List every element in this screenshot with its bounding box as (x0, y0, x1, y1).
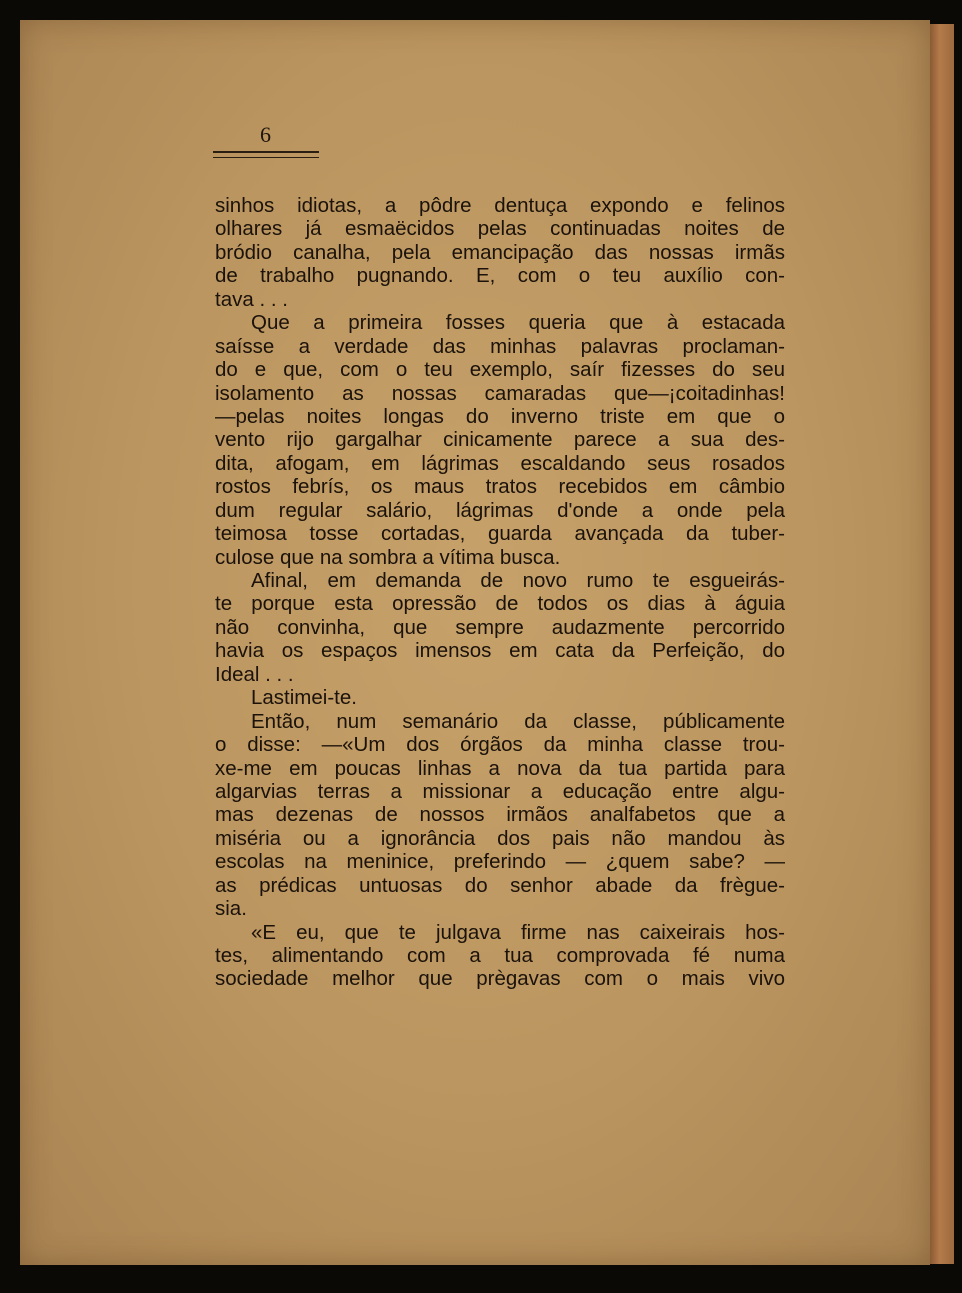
text-line: escolas na meninice, preferindo — ¿quem sabe? — (215, 850, 785, 874)
text-line: Lastimei-te. (251, 686, 357, 710)
page-number: 6 (260, 122, 271, 147)
text-line: saísse a verdade das minhas palavras proclaman- (215, 334, 785, 358)
text-line: miséria ou a ignorância dos pais não mandou às (215, 826, 785, 850)
text-line: mas dezenas de nossos irmãos analfabetos que a (215, 803, 785, 827)
text-line: Afinal, em demanda de novo rumo te esgueirás- (251, 569, 785, 592)
text-line: olhares já esmaëcidos pelas continuadas noites de (215, 217, 785, 241)
text-line: dita, afogam, em lágrimas escaldando seus rosados (215, 451, 785, 475)
text-line: sia. (215, 897, 247, 921)
text-line: «E eu, que te julgava firme nas caixeirais hos- (251, 920, 785, 944)
body-text (215, 194, 785, 991)
text-line: sociedade melhor que prègavas com o mais vivo (215, 967, 785, 991)
text-line: do e que, com o teu exemplo, saír fizesses do seu (215, 358, 785, 382)
text-line: o disse: —«Um dos órgãos da minha classe trou- (215, 733, 785, 757)
text-line: dum regular salário, lágrimas d'onde a onde pela (215, 498, 785, 522)
text-line: de trabalho pugnando. E, com o teu auxílio con- (215, 264, 785, 288)
text-line: teimosa tosse cortadas, guarda avançada da tuber- (215, 522, 785, 546)
text-line: tes, alimentando com a tua comprovada fé numa (215, 944, 785, 967)
text-line: tava . . . (215, 287, 288, 311)
text-line: havia os espaços imensos em cata da Perfeição, do (215, 639, 785, 663)
header-rule (213, 151, 319, 158)
text-line: vento rijo gargalhar cinicamente parece a sua des- (215, 428, 785, 452)
text-line: xe-me em poucas linhas a nova da tua partida para (215, 756, 785, 780)
text-line: —pelas noites longas do inverno triste em que o (215, 404, 785, 428)
text-line: isolamento as nossas camaradas que—¡coitadinhas! (215, 381, 785, 405)
text-line: as prédicas untuosas do senhor abade da frègue- (215, 873, 785, 897)
text-line: rostos febrís, os maus tratos recebidos em câmbio (215, 475, 785, 499)
text-line: não convinha, que sempre audazmente percorrido (215, 615, 785, 639)
text-line: Que a primeira fosses queria que à estacada (251, 311, 785, 335)
text-line: Então, num semanário da classe, públicamente (251, 709, 785, 733)
adjacent-page-edge (930, 24, 954, 1264)
text-line: culose que na sombra a vítima busca. (215, 545, 561, 569)
text-line: te porque esta opressão de todos os dias à águia (215, 592, 785, 616)
text-line: algarvias terras a missionar a educação entre algu- (215, 779, 785, 803)
text-line: Ideal . . . (215, 662, 294, 686)
text-line: sinhos idiotas, a pôdre dentuça expondo e felinos (215, 194, 785, 217)
text-line: bródio canalha, pela emancipação das nossas irmãs (215, 240, 785, 264)
